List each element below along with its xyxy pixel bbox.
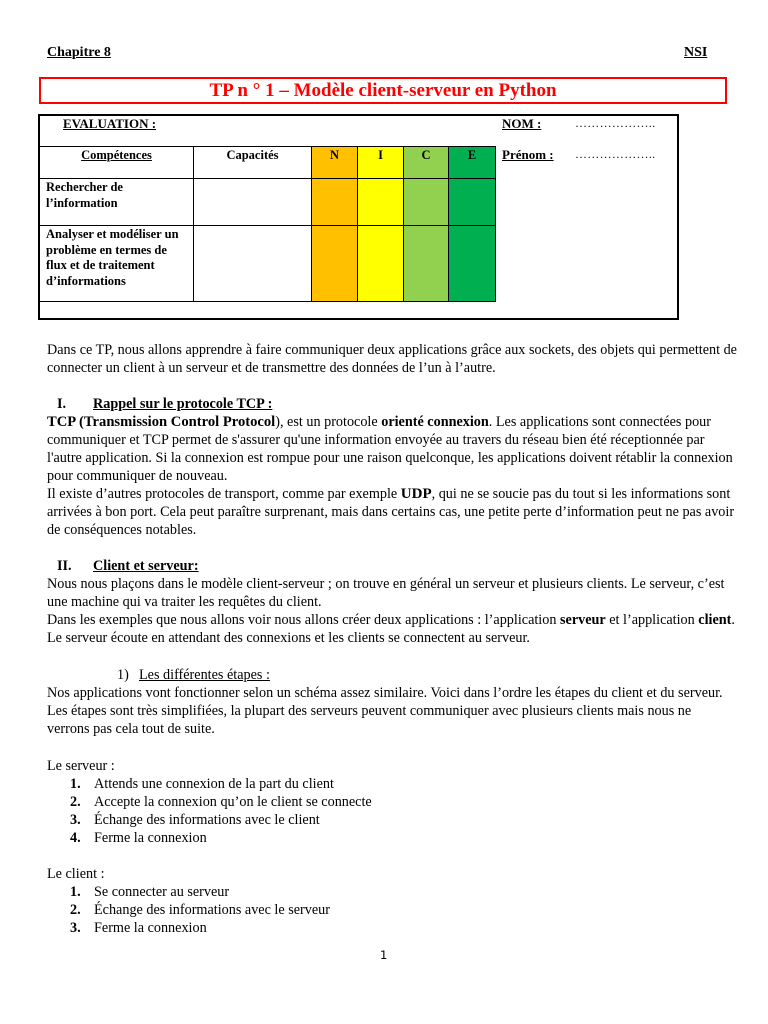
subsection-title: Les différentes étapes :	[139, 667, 270, 683]
competence-cell: Analyser et modéliser un problème en termes de flux et de traitement d’informations	[40, 226, 194, 302]
level-n-cell[interactable]	[312, 226, 358, 302]
evaluation-label: EVALUATION :	[63, 116, 157, 131]
header-level-c: C	[404, 147, 449, 179]
table-row	[40, 179, 496, 226]
section-2-heading	[47, 557, 737, 575]
evaluation-table	[39, 146, 496, 302]
subject-label: NSI	[684, 45, 708, 60]
header-level-i: I	[358, 147, 404, 179]
header-capacites: Capacités	[194, 147, 312, 179]
subsection-heading	[117, 666, 717, 684]
client-label: Le client :	[47, 866, 105, 882]
prenom-label: Prénom :	[502, 147, 554, 162]
table-row	[40, 226, 496, 302]
nom-label: NOM :	[502, 116, 542, 131]
subsection-number: 1)	[117, 667, 129, 683]
section-1-title: Rappel sur le protocole TCP :	[93, 396, 273, 412]
section-1-number: I.	[57, 396, 67, 412]
level-n-cell[interactable]	[312, 179, 358, 226]
list-item: 4. Ferme la connexion	[70, 830, 207, 846]
capacite-cell[interactable]	[194, 179, 312, 226]
header-level-e: E	[449, 147, 496, 179]
section-1-paragraph-1: TCP (Transmission Control Protocol), est un protocole orienté connexion. Les applications sont connectées pour communiquer et TCP permet de s'assurer qu'une information envoyée au travers du réseau bien été réceptionnée par l'autre application. Si la connexion est rompue pour une raison quelconque, les applications doivent rétablir la connexion pour communiquer de nouveau.	[47, 414, 733, 484]
table-header-row	[40, 147, 496, 179]
level-c-cell[interactable]	[404, 226, 449, 302]
level-e-cell[interactable]	[449, 179, 496, 226]
section-2-title: Client et serveur:	[93, 558, 199, 574]
prenom-field[interactable]: ………………..	[575, 147, 656, 161]
list-item: 1. Se connecter au serveur	[70, 884, 230, 900]
chapter-label: Chapitre 8	[47, 45, 111, 60]
list-item: 3. Ferme la connexion	[70, 920, 207, 936]
capacite-cell[interactable]	[194, 226, 312, 302]
section-1-heading	[47, 395, 737, 413]
title-box	[39, 77, 727, 104]
nom-field[interactable]: ………………..	[575, 116, 656, 130]
client-steps-list	[47, 883, 647, 937]
level-i-cell[interactable]	[358, 226, 404, 302]
section-2-paragraph-1: Nous nous plaçons dans le modèle client-serveur ; on trouve en général un serveur et plusieurs clients. Le serveur, c’est une machine qui va traiter les requêtes du client.	[47, 576, 725, 610]
subsection-paragraph: Nos applications vont fonctionner selon un schéma assez similaire. Voici dans l’ordre les étapes du client et du serveur. Les étapes sont très simplifiées, la plupart des serveurs peuvent communiquer avec plusieurs clients mais nous ne verrons pas cela tout de suite.	[47, 685, 723, 737]
list-item: 2. Échange des informations avec le serveur	[70, 902, 330, 918]
server-label: Le serveur :	[47, 758, 115, 774]
list-item: 1. Attends une connexion de la part du client	[70, 776, 334, 792]
section-1-paragraph-2: Il existe d’autres protocoles de transport, comme par exemple UDP, qui ne se soucie pas du tout si les informations sont arrivées à bon port. Cela peut paraître surprenant, mais dans certains cas, une petite perte d’information peut ne pas avoir de conséquences notables.	[47, 486, 735, 538]
page-number: 1	[380, 948, 388, 962]
section-2-paragraph-2: Dans les exemples que nous allons voir nous allons créer deux applications : l’application serveur et l’application client. Le serveur écoute en attendant des connexions et les clients se connectent au serveur.	[47, 612, 735, 646]
intro-paragraph: Dans ce TP, nous allons apprendre à faire communiquer deux applications grâce aux sockets, des objets qui permettent de connecter un client à un serveur et de transmettre des données de l’un à l’autre.	[47, 342, 737, 376]
page-title: TP n ° 1 – Modèle client-serveur en Python	[209, 79, 557, 101]
level-i-cell[interactable]	[358, 179, 404, 226]
section-2-number: II.	[57, 558, 72, 574]
header-competences: Compétences	[40, 147, 194, 179]
list-item: 3. Échange des informations avec le client	[70, 812, 320, 828]
level-e-cell[interactable]	[449, 226, 496, 302]
list-item: 2. Accepte la connexion qu’on le client se connecte	[70, 794, 372, 810]
level-c-cell[interactable]	[404, 179, 449, 226]
competence-cell: Rechercher de l’information	[40, 179, 194, 226]
header-level-n: N	[312, 147, 358, 179]
server-steps-list	[47, 775, 647, 847]
